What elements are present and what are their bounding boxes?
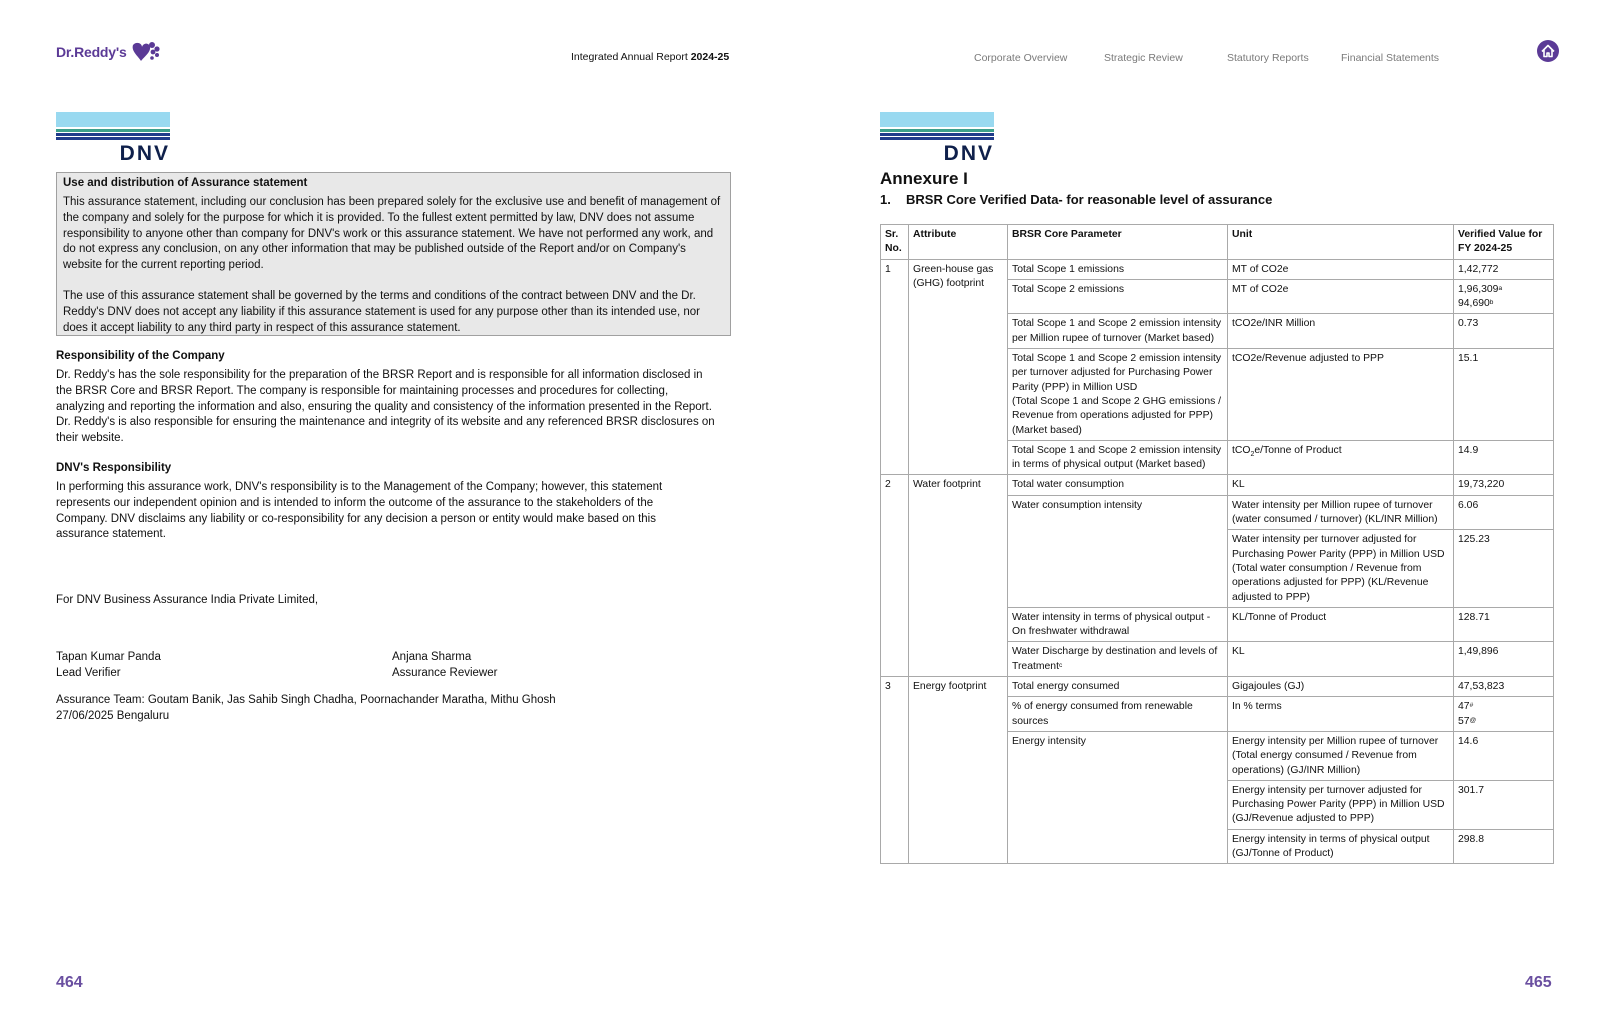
cell-parameter: Total Scope 1 emissions xyxy=(1008,259,1228,279)
parameter-main: Total Scope 1 and Scope 2 emission intensity per turnover adjusted for Purchasing Power Parity (PPP) in Million USD xyxy=(1012,353,1222,393)
cell-value: 47,53,823 xyxy=(1454,677,1554,697)
signer1-role: Lead Verifier xyxy=(56,667,121,679)
cell-value: 0.73 xyxy=(1454,314,1554,349)
section-title: BRSR Core Verified Data- for reasonable level of assurance xyxy=(906,192,1273,207)
table-row xyxy=(881,677,1554,697)
cell-value: 298.8 xyxy=(1454,829,1554,864)
assurance-use-box xyxy=(56,172,731,336)
table-row xyxy=(881,475,1554,495)
cell-unit: Energy intensity per turnover adjusted for Purchasing Power Parity (PPP) in Million USD (GJ/Revenue adjusted to PPP) xyxy=(1228,780,1454,829)
signoff-text: For DNV Business Assurance India Private Limited, xyxy=(56,594,319,606)
responsibility-dnv-body: In performing this assurance work, DNV's responsibility is to the Management of the Company; however, this statement represents our independent opinion and is intended to inform the outcome of the assurance to the stakeholders of the Company. DNV disclaims any liability or co-responsibility for any decision a person or entity would make based on this assurance statement. xyxy=(56,481,663,541)
cell-sr: 3 xyxy=(881,677,909,864)
cell-unit: Gigajoules (GJ) xyxy=(1228,677,1454,697)
cell-unit: MT of CO2e xyxy=(1228,279,1454,314)
cell-value: 128.71 xyxy=(1454,607,1554,642)
signer2-role: Assurance Reviewer xyxy=(392,667,498,679)
home-icon[interactable] xyxy=(1537,40,1559,62)
unit-subscript: 2 xyxy=(1250,450,1255,458)
cell-unit xyxy=(1228,440,1454,475)
cell-unit: Water intensity per Million rupee of turnover (water consumed / turnover) (KL/INR Million) xyxy=(1228,495,1454,530)
section-number: 1. xyxy=(880,192,891,207)
header-value: Verified Value for FY 2024-25 xyxy=(1454,225,1554,260)
footnote-marker: a xyxy=(1498,284,1503,292)
parameter-main: Water Discharge by destination and levels of Treatment xyxy=(1012,646,1218,672)
unit-prefix: tCO xyxy=(1232,444,1251,456)
report-title-prefix: Integrated Annual Report xyxy=(571,51,688,63)
cell-parameter: Total water consumption xyxy=(1008,475,1228,495)
section-heading xyxy=(880,192,1272,207)
cell-sr: 2 xyxy=(881,475,909,677)
unit-suffix: e/Tonne of Product xyxy=(1254,444,1342,456)
responsibility-dnv-title: DNV's Responsibility xyxy=(56,462,172,474)
cell-unit: MT of CO2e xyxy=(1228,259,1454,279)
parameter-extra: (Total Scope 1 and Scope 2 GHG emissions / Revenue from operations adjusted for PPP) (Market based) xyxy=(1012,395,1222,436)
brand-name: Dr.Reddy's xyxy=(56,44,127,60)
signer2-name: Anjana Sharma xyxy=(392,651,472,663)
dnv-logo-text: DNV xyxy=(943,142,994,165)
cell-parameter: Total energy consumed xyxy=(1008,677,1228,697)
nav-statutory-reports[interactable]: Statutory Reports xyxy=(1227,52,1309,64)
cell-unit: KL xyxy=(1228,642,1454,677)
cell-attribute: Energy footprint xyxy=(909,677,1008,864)
footnote-marker: @ xyxy=(1469,716,1477,724)
cell-value: 14.9 xyxy=(1454,440,1554,475)
annexure-title: Annexure I xyxy=(880,169,968,188)
cell-parameter: Total Scope 2 emissions xyxy=(1008,279,1228,314)
cell-value xyxy=(1454,279,1554,314)
cell-unit: KL xyxy=(1228,475,1454,495)
cell-value xyxy=(1454,697,1554,732)
cell-unit: tCO2e/Revenue adjusted to PPP xyxy=(1228,349,1454,441)
footnote-marker: c xyxy=(1058,661,1063,669)
header-sr: Sr. No. xyxy=(881,225,909,260)
nav-strategic-review[interactable]: Strategic Review xyxy=(1104,52,1183,64)
page-number-right: 465 xyxy=(1525,974,1552,991)
header-attribute: Attribute xyxy=(909,225,1008,260)
cell-unit: KL/Tonne of Product xyxy=(1228,607,1454,642)
cell-parameter: % of energy consumed from renewable sources xyxy=(1008,697,1228,732)
value-line1: 47 xyxy=(1458,701,1470,713)
dnv-logo xyxy=(880,112,994,164)
cell-value: 14.6 xyxy=(1454,731,1554,780)
value-line1: 1,96,309 xyxy=(1458,283,1499,295)
cell-parameter: Total Scope 1 and Scope 2 emission intensity per Million rupee of turnover (Market based) xyxy=(1008,314,1228,349)
cell-value: 1,49,896 xyxy=(1454,642,1554,677)
cell-parameter: Water consumption intensity xyxy=(1008,495,1228,607)
report-title xyxy=(571,51,729,63)
cell-parameter: Water intensity in terms of physical output - On freshwater withdrawal xyxy=(1008,607,1228,642)
page-number-left: 464 xyxy=(56,974,83,991)
cell-value: 6.06 xyxy=(1454,495,1554,530)
header-unit: Unit xyxy=(1228,225,1454,260)
nav-financial-statements[interactable]: Financial Statements xyxy=(1341,52,1440,64)
footnote-marker: b xyxy=(1489,299,1494,307)
assurance-use-para2: The use of this assurance statement shall be governed by the terms and conditions of the contract between DNV and the Dr. Reddy's DNV does not accept any liability if this assurance statement is used for any purpose other than its intended use, nor does it accept liability to any third party in respect of this assurance statement. xyxy=(63,289,700,334)
cell-parameter xyxy=(1008,642,1228,677)
assurance-use-para1: This assurance statement, including our conclusion has been prepared solely for the exclusive use and benefit of management of the company and solely for the purpose for which it is provided. To the fullest extent permitted by law, DNV does not assume responsibility to anyone other than company for DNV's work or this assurance statement. We have not performed any work, and do not express any conclusion, on any other information that may be published outside of the Report and/or on Company's website for the current reporting period. xyxy=(63,196,721,272)
cell-value: 125.23 xyxy=(1454,530,1554,607)
table-row xyxy=(881,259,1554,279)
header-parameter: BRSR Core Parameter xyxy=(1008,225,1228,260)
signer1-name: Tapan Kumar Panda xyxy=(56,651,161,663)
dnv-logo-text: DNV xyxy=(119,142,170,165)
cell-attribute: Green-house gas (GHG) footprint xyxy=(909,259,1008,475)
cell-parameter: Total Scope 1 and Scope 2 emission intensity in terms of physical output (Market based) xyxy=(1008,440,1228,475)
value-line2: 57 xyxy=(1458,715,1470,727)
responsibility-company-body: Dr. Reddy's has the sole responsibility for the preparation of the BRSR Report and is responsible for all information disclosed in the BRSR Core and BRSR Report. The company is responsible for maintaining processes and procedures for collecting, analyzing and reporting the information and also, ensuring the quality and consistency of the information presented in the Report. Dr. Reddy's is also responsible for ensuring the maintenance and integrity of its website and any referenced BRSR disclosures on their website. xyxy=(56,369,715,445)
cell-unit: In % terms xyxy=(1228,697,1454,732)
cell-value: 19,73,220 xyxy=(1454,475,1554,495)
cell-parameter xyxy=(1008,349,1228,441)
cell-unit: Water intensity per turnover adjusted for Purchasing Power Parity (PPP) in Million USD (Total water consumption / Revenue from operations adjusted for PPP) (KL/Revenue adjusted to PPP) xyxy=(1228,530,1454,607)
dr-reddys-logo[interactable] xyxy=(56,40,160,64)
brand-mark-icon xyxy=(130,41,160,63)
cell-unit: tCO2e/INR Million xyxy=(1228,314,1454,349)
assurance-use-title: Use and distribution of Assurance statement xyxy=(63,177,308,189)
cell-parameter: Energy intensity xyxy=(1008,731,1228,863)
date-place: 27/06/2025 Bengaluru xyxy=(56,710,170,722)
responsibility-company-title: Responsibility of the Company xyxy=(56,350,225,362)
report-title-year: 2024-25 xyxy=(690,51,730,63)
table-header-row xyxy=(881,225,1554,260)
cell-attribute: Water footprint xyxy=(909,475,1008,677)
footnote-marker: # xyxy=(1469,702,1474,710)
cell-value: 301.7 xyxy=(1454,780,1554,829)
cell-unit: Energy intensity in terms of physical output (GJ/Tonne of Product) xyxy=(1228,829,1454,864)
cell-value: 15.1 xyxy=(1454,349,1554,441)
value-line2: 94,690 xyxy=(1458,298,1490,310)
assurance-team: Assurance Team: Goutam Banik, Jas Sahib Singh Chadha, Poornachander Maratha, Mithu Ghosh xyxy=(56,694,556,706)
brsr-core-table xyxy=(880,224,1554,864)
cell-sr: 1 xyxy=(881,259,909,475)
dnv-logo xyxy=(56,112,170,164)
cell-value: 1,42,772 xyxy=(1454,259,1554,279)
cell-unit: Energy intensity per Million rupee of turnover (Total energy consumed / Revenue from operations) (GJ/INR Million) xyxy=(1228,731,1454,780)
nav-corporate-overview[interactable]: Corporate Overview xyxy=(974,52,1068,64)
